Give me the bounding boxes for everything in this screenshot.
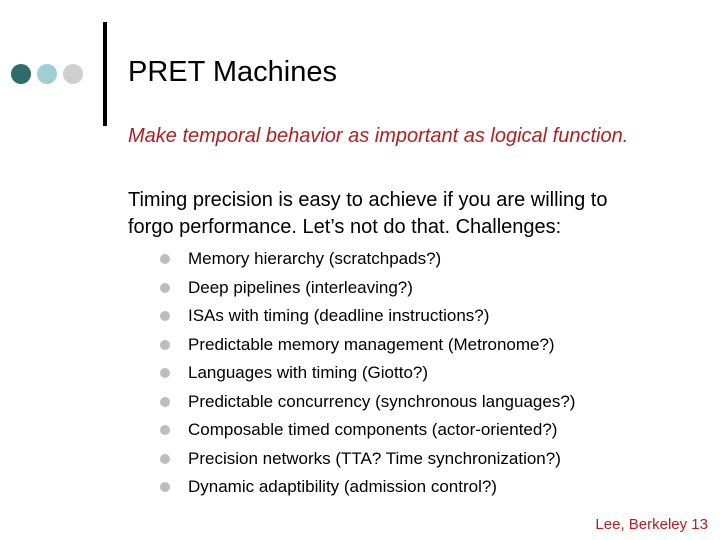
- slide-subtitle: Make temporal behavior as important as logical function.: [128, 125, 629, 147]
- list-item-text: ISAs with timing (deadline instructions?): [188, 306, 490, 326]
- list-item-text: Predictable concurrency (synchronous languages?): [188, 391, 576, 411]
- list-item: [160, 388, 575, 417]
- list-item-text: Memory hierarchy (scratchpads?): [188, 249, 442, 269]
- list-item-text: Precision networks (TTA? Time synchronization?): [188, 448, 561, 468]
- list-item-text: Languages with timing (Giotto?): [188, 363, 429, 383]
- list-item: [160, 359, 575, 388]
- bullet-icon: [160, 254, 170, 264]
- intro-line: forgo performance. Let’s not do that. Challenges:: [128, 216, 562, 238]
- intro-paragraph: [128, 187, 688, 241]
- list-item: [160, 302, 575, 331]
- list-item: [160, 473, 575, 502]
- list-item-text: Deep pipelines (interleaving?): [188, 277, 413, 297]
- bullet-icon: [160, 397, 170, 407]
- bullet-icon: [160, 340, 170, 350]
- bullet-icon: [160, 425, 170, 435]
- slide-footer: Lee, Berkeley 13: [595, 516, 708, 533]
- challenge-list: [160, 245, 575, 502]
- light-teal-dot-icon: [37, 64, 57, 84]
- list-item: [160, 445, 575, 474]
- list-item: [160, 274, 575, 303]
- title-divider: [103, 22, 107, 126]
- bullet-icon: [160, 454, 170, 464]
- list-item: [160, 331, 575, 360]
- intro-line: Timing precision is easy to achieve if you are willing to: [128, 189, 608, 211]
- list-item: [160, 245, 575, 274]
- list-item-text: Predictable memory management (Metronome?): [188, 334, 555, 354]
- list-item-text: Composable timed components (actor-oriented?): [188, 420, 558, 440]
- list-item: [160, 416, 575, 445]
- slide-title: PRET Machines: [128, 56, 337, 88]
- list-item-text: Dynamic adaptibility (admission control?): [188, 477, 497, 497]
- bullet-icon: [160, 283, 170, 293]
- dark-teal-dot-icon: [11, 64, 31, 84]
- gray-dot-icon: [63, 64, 83, 84]
- bullet-icon: [160, 368, 170, 378]
- bullet-icon: [160, 311, 170, 321]
- decorative-dots: [11, 64, 83, 84]
- bullet-icon: [160, 482, 170, 492]
